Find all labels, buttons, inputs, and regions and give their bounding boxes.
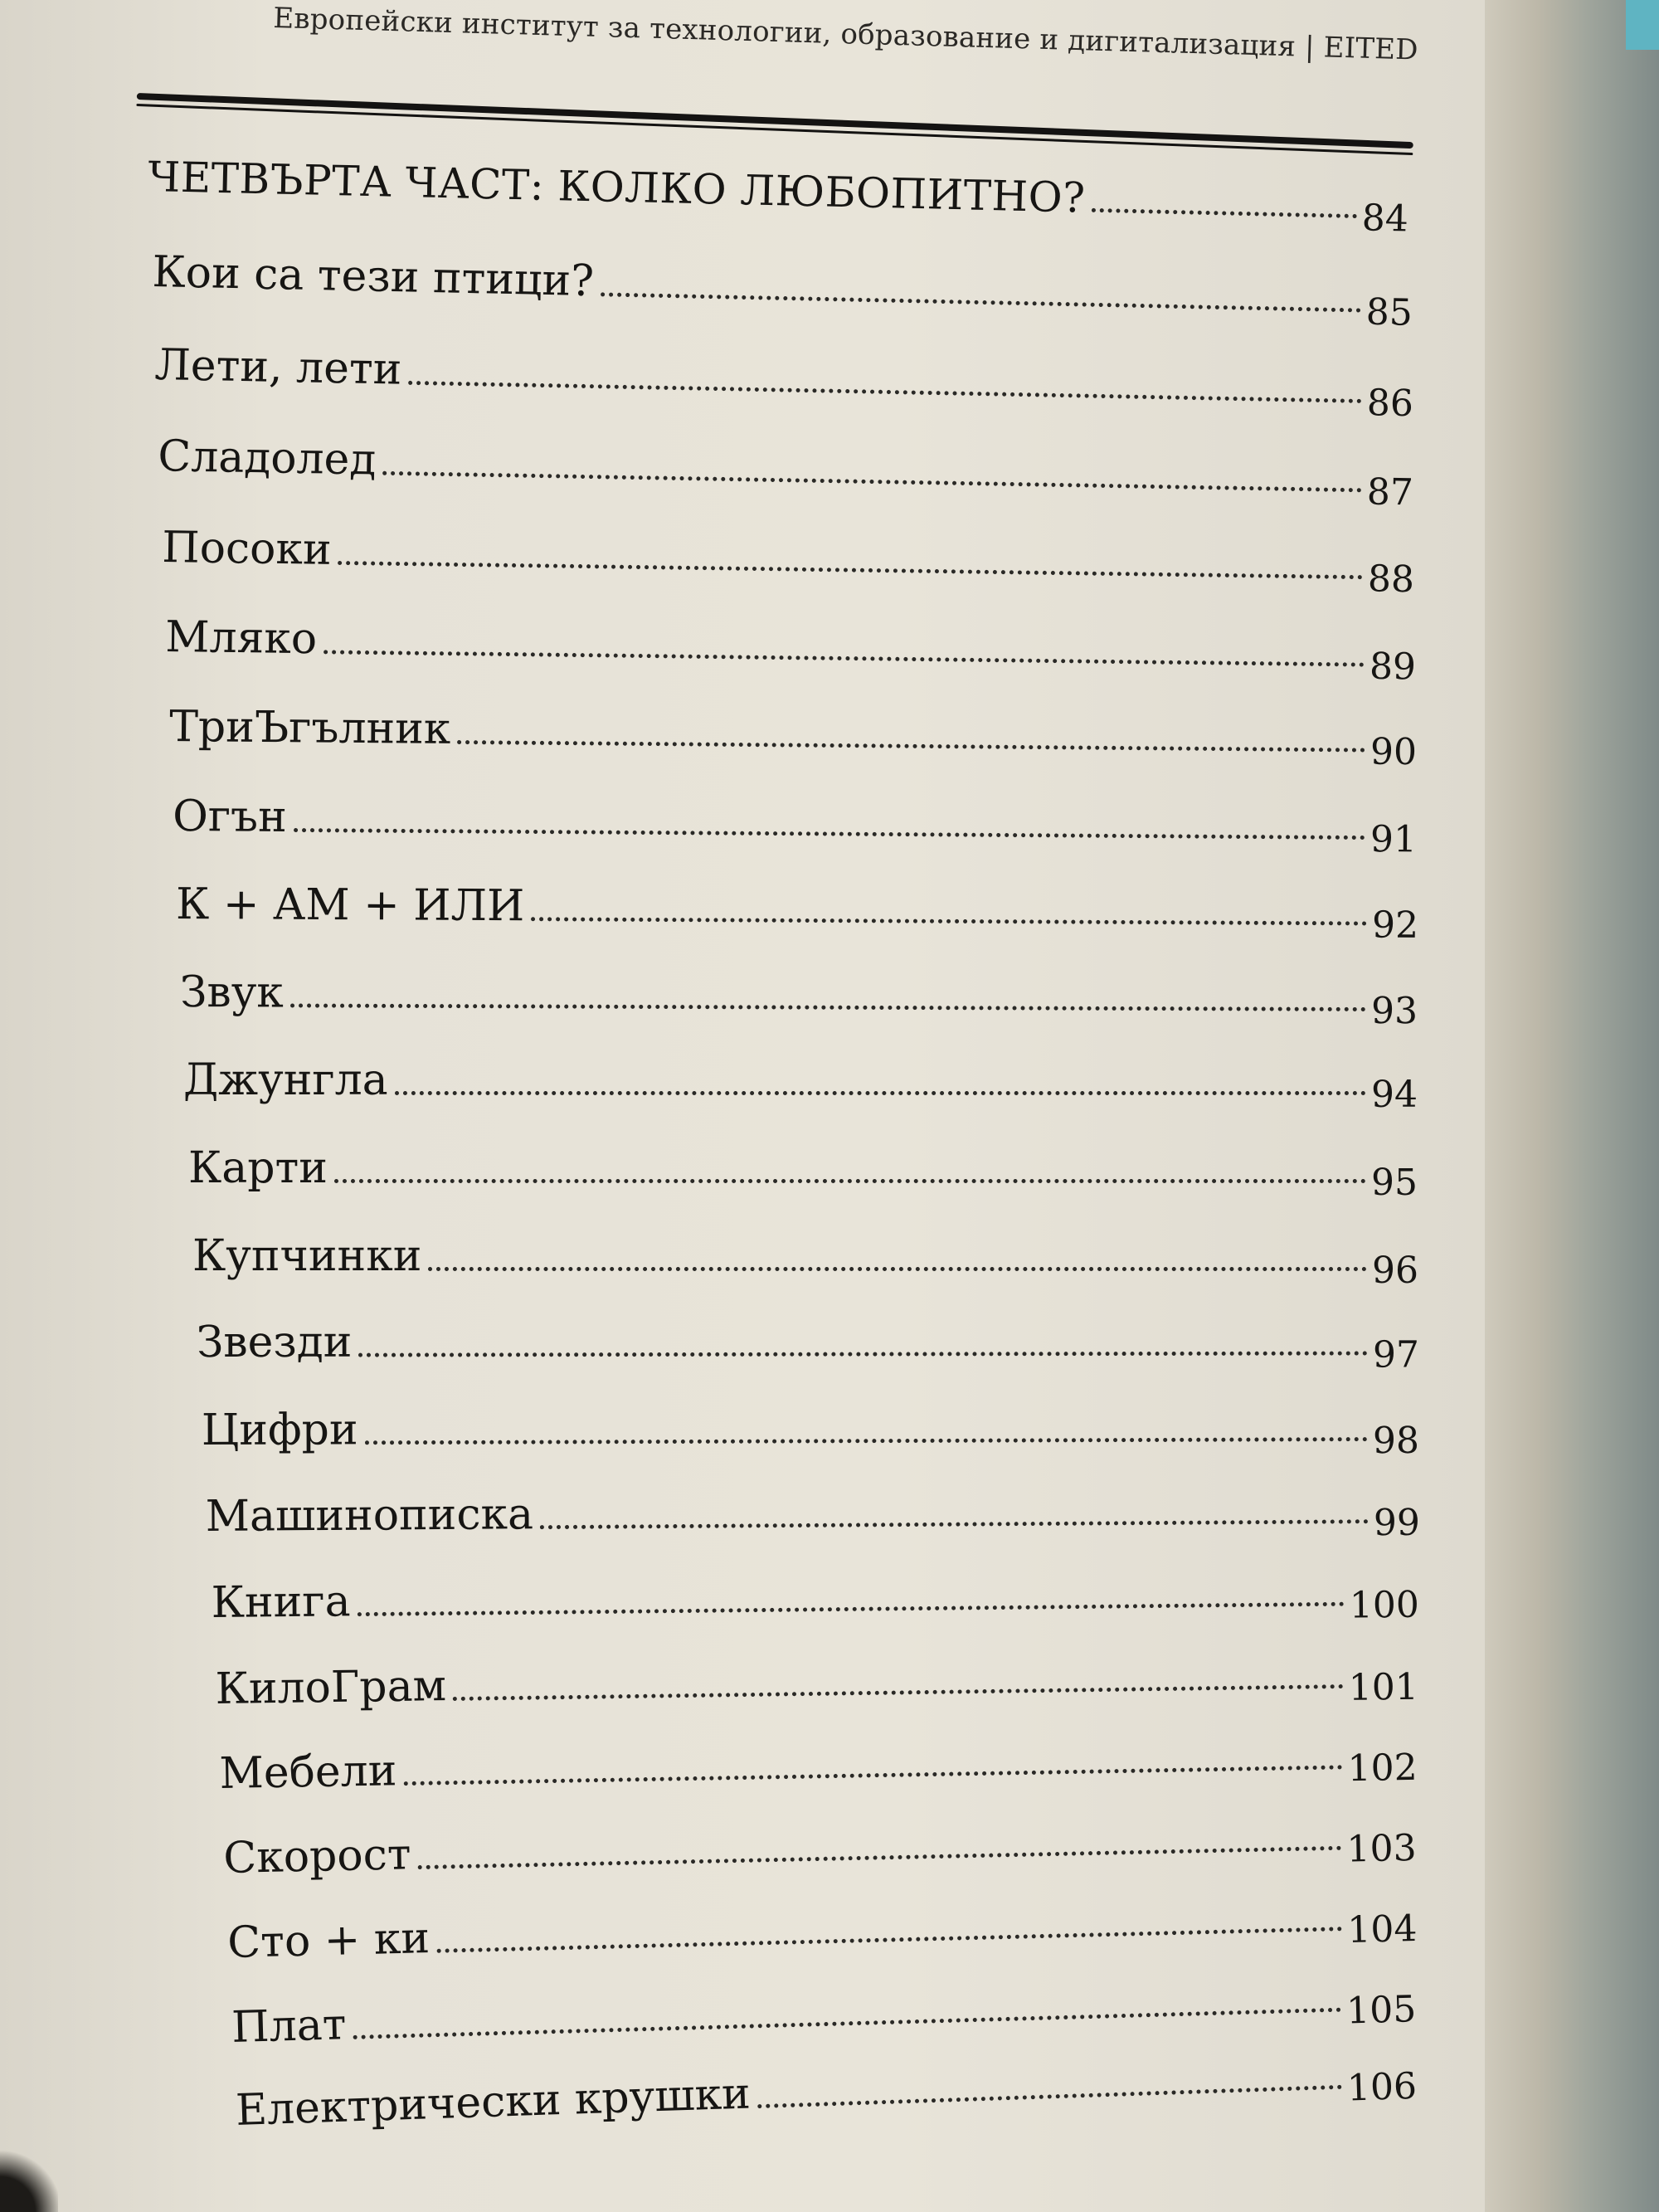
toc-entry-title: Сладолед (157, 431, 377, 485)
toc-entry[interactable] (196, 1317, 1420, 1376)
toc-entry[interactable] (153, 340, 1414, 426)
toc-leader-dots (418, 1846, 1342, 1869)
toc-entry-page: 87 (1366, 470, 1414, 514)
toc-entry[interactable] (161, 523, 1415, 602)
toc-entry-page: 99 (1373, 1501, 1421, 1545)
toc-leader-dots (353, 2008, 1342, 2039)
toc-entry[interactable] (192, 1231, 1418, 1292)
toc-entry-page: 97 (1372, 1333, 1420, 1376)
toc-entry[interactable] (175, 879, 1419, 947)
toc-entry[interactable] (231, 1973, 1417, 2053)
toc-entry-title: Цифри (201, 1405, 358, 1455)
toc-entry-title: Машинописка (205, 1489, 534, 1542)
toc-leader-dots (540, 1519, 1369, 1529)
toc-entry[interactable] (157, 431, 1414, 514)
toc-leader-dots (601, 292, 1361, 312)
toc-entry-title: КилоГрам (215, 1661, 447, 1714)
toc-entry-title: Джунгла (183, 1055, 388, 1105)
toc-entry-title: Книга (211, 1576, 351, 1628)
toc-entry-page: 89 (1369, 645, 1417, 689)
toc-leader-dots (757, 2085, 1342, 2108)
toc-leader-dots (294, 828, 1365, 840)
toc-entry[interactable] (211, 1569, 1420, 1628)
toc-entry-title: Звезди (196, 1317, 353, 1367)
toc-entry-page: 102 (1347, 1746, 1418, 1791)
toc-entry-page: 86 (1366, 382, 1414, 426)
toc-entry[interactable] (201, 1405, 1420, 1463)
toc-entry-title: Електрически крушки (235, 2068, 752, 2136)
toc-entry[interactable] (172, 792, 1418, 861)
toc-leader-dots (531, 917, 1367, 925)
toc-entry-page: 93 (1370, 990, 1418, 1033)
toc-leader-dots (358, 1602, 1345, 1616)
corner-shadow (0, 2146, 58, 2212)
toc-entry-title: Огън (172, 792, 288, 842)
toc-entry[interactable] (235, 2050, 1418, 2136)
toc-entry-page: 88 (1367, 558, 1415, 602)
toc-entry-page: 101 (1348, 1665, 1419, 1709)
toc-entry-title: Лети, лети (153, 340, 402, 395)
toc-entry-title: Карти (188, 1143, 328, 1193)
toc-leader-dots (408, 381, 1362, 403)
toc-entry-title: Сто + ки (226, 1913, 431, 1968)
toc-entry-page: 91 (1370, 818, 1418, 861)
toc-entry[interactable] (164, 612, 1417, 689)
toc-leader-dots (382, 471, 1362, 493)
toc-entry-title: Звук (179, 967, 284, 1018)
running-header: Европейски институт за технологии, образование и дигитализация | EITED (272, 2, 1419, 67)
toc-leader-dots (324, 650, 1365, 666)
toc-leader-dots (290, 1003, 1366, 1011)
toc-entry[interactable] (183, 1055, 1418, 1116)
toc-entry-page: 92 (1371, 904, 1419, 947)
toc-leader-dots (365, 1437, 1368, 1445)
toc-entry-title: К + АМ + ИЛИ (175, 879, 525, 932)
toc-leader-dots (338, 561, 1363, 579)
toc-entry-page: 104 (1346, 1907, 1418, 1952)
toc-entry-title: ЧЕТВЪРТА ЧАСТ: КОЛКО ЛЮБОПИТНО? (147, 153, 1087, 222)
toc-entry-page: 95 (1371, 1162, 1418, 1204)
toc-entry-title: ТриЪгълник (168, 702, 451, 754)
toc-leader-dots (358, 1352, 1368, 1357)
toc-entry-page: 98 (1372, 1419, 1420, 1463)
toc-leader-dots (428, 1267, 1367, 1271)
toc-entry[interactable] (151, 247, 1413, 334)
toc-leader-dots (457, 740, 1365, 753)
toc-entry-title: Кои са тези птици? (151, 247, 595, 307)
toc-entry[interactable] (205, 1487, 1421, 1545)
toc-entry-page: 94 (1371, 1074, 1418, 1116)
toc-entry-title: Скорост (222, 1830, 412, 1883)
toc-entry-part-four[interactable] (147, 153, 1409, 241)
toc-leader-dots (404, 1765, 1343, 1786)
toc-entry-page: 85 (1365, 290, 1413, 334)
toc-entry-title: Купчинки (192, 1231, 422, 1281)
toc-leader-dots (334, 1179, 1366, 1183)
toc-entry-page: 90 (1370, 730, 1418, 774)
toc-entry-title: Плат (231, 2000, 348, 2053)
toc-leader-dots (453, 1684, 1344, 1701)
toc-entry-title: Посоки (161, 523, 333, 575)
toc-entry-title: Мляко (164, 612, 318, 665)
toc-entry-page: 103 (1346, 1826, 1418, 1871)
page-edge-background (1485, 0, 1659, 2212)
toc-entry[interactable] (168, 702, 1418, 774)
toc-entry-page: 100 (1349, 1583, 1420, 1627)
toc-entry[interactable] (219, 1732, 1418, 1799)
toc-entry-page: 105 (1345, 1988, 1417, 2033)
toc-entry-page: 96 (1372, 1250, 1418, 1292)
toc-entry[interactable] (215, 1651, 1419, 1714)
toc-leader-dots (436, 1927, 1342, 1953)
toc-entry[interactable] (222, 1812, 1418, 1883)
toc-leader-dots (1092, 208, 1357, 218)
toc-entry-title: Мебели (219, 1746, 397, 1799)
toc-entry[interactable] (226, 1893, 1418, 1968)
toc-leader-dots (395, 1091, 1366, 1095)
toc-entry[interactable] (188, 1143, 1418, 1204)
toc-entry-page: 106 (1346, 2064, 1418, 2110)
toc-entry[interactable] (179, 967, 1418, 1033)
toc-entry-page: 84 (1361, 197, 1409, 241)
